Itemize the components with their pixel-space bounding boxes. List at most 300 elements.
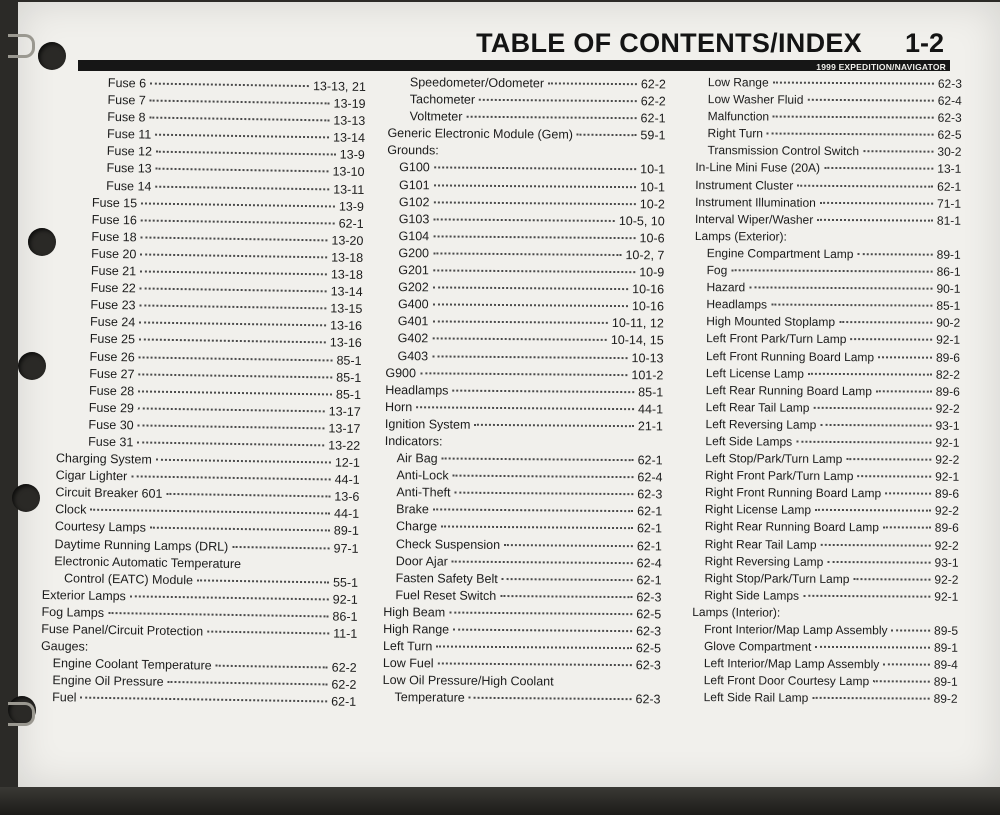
dot-leader: [156, 168, 329, 173]
entry-page-ref: 89-4: [933, 657, 958, 673]
entry-page-ref: 44-1: [333, 506, 360, 522]
entry-label: Check Suspension: [395, 536, 501, 552]
index-entry: [693, 416, 959, 435]
dot-leader: [433, 218, 615, 222]
entry-page-ref: 13-11: [333, 182, 365, 197]
dot-leader: [821, 543, 931, 546]
entry-page-ref: 90-1: [936, 281, 961, 296]
entry-page-ref: 10-16: [632, 282, 665, 297]
entry-page-ref: 10-1: [639, 179, 666, 194]
entry-page-ref: 10-9: [639, 265, 665, 280]
entry-label: Cigar Lighter: [55, 468, 128, 484]
index-entry: [692, 604, 958, 623]
entry-label: Left Front Running Board Lamp: [705, 348, 875, 364]
entry-page-ref: 30-2: [937, 145, 962, 160]
entry-page-ref: 10-2, 7: [625, 248, 665, 263]
entry-page-ref: 62-4: [637, 470, 663, 485]
dot-leader: [773, 116, 934, 119]
entry-page-ref: 86-1: [332, 609, 358, 624]
entry-page-ref: 10-11, 12: [611, 316, 664, 331]
entry-label: Courtesy Lamps: [54, 519, 147, 535]
entry-page-ref: 62-5: [636, 607, 662, 622]
entry-label: Fuse 28: [88, 383, 135, 399]
index-entry: [694, 382, 960, 401]
dot-leader: [449, 611, 632, 615]
entry-page-ref: 59-1: [640, 128, 666, 143]
entry-label: Air Bag: [396, 451, 438, 466]
index-entry: [695, 211, 961, 230]
index-entry: [696, 108, 962, 127]
entry-label: Fuse 15: [91, 195, 138, 211]
dot-leader: [771, 304, 932, 307]
dot-leader: [548, 82, 637, 85]
entry-label: G104: [398, 228, 430, 244]
dot-leader: [432, 338, 607, 342]
dot-leader: [883, 527, 931, 529]
entry-label: Hazard: [706, 280, 746, 295]
dot-leader: [434, 167, 636, 171]
entry-label: Fuse 18: [91, 229, 137, 245]
entry-label: Tachometer: [409, 92, 476, 107]
entry-page-ref: 85-1: [336, 370, 362, 385]
entry-label: Left Front Door Courtesy Lamp: [703, 673, 870, 689]
entry-label: Headlamps: [385, 382, 449, 398]
entry-label: Fuse 26: [89, 349, 135, 364]
dot-leader: [857, 253, 932, 256]
entry-page-ref: 62-3: [637, 487, 663, 502]
entry-label: Right Front Park/Turn Lamp: [705, 468, 854, 484]
dot-leader: [815, 509, 931, 512]
entry-label: Anti-Theft: [396, 485, 451, 500]
entry-label: High Beam: [383, 604, 446, 620]
index-column-1: [40, 74, 366, 711]
index-entry: [694, 330, 960, 349]
entry-page-ref: 13-9: [339, 147, 365, 163]
dot-leader: [168, 681, 328, 686]
index-entry: [695, 142, 961, 161]
entry-label: Engine Compartment Lamp: [706, 246, 854, 262]
index-entry: [695, 228, 961, 247]
index-entry: [694, 313, 960, 332]
entry-page-ref: 89-1: [933, 640, 959, 655]
entry-page-ref: 97-1: [333, 541, 359, 556]
index-entry: [693, 518, 959, 537]
binder-hole: [18, 352, 46, 380]
entry-page-ref: 92-2: [934, 572, 959, 587]
entry-label: High Mounted Stoplamp: [706, 314, 836, 330]
entry-page-ref: 62-1: [937, 179, 962, 194]
dot-leader: [197, 579, 329, 583]
dot-leader: [433, 235, 635, 239]
entry-page-ref: 92-1: [934, 589, 959, 604]
entry-label: Fuel: [52, 690, 77, 705]
entry-page-ref: 92-1: [936, 333, 961, 348]
entry-label: Glove Compartment: [703, 639, 812, 654]
entry-label: Fuse Panel/Circuit Protection: [41, 621, 204, 639]
index-entry: [692, 587, 958, 606]
entry-page-ref: 62-1: [331, 694, 357, 710]
dot-leader: [731, 269, 932, 272]
dot-leader: [803, 595, 930, 598]
entry-page-ref: 13-6: [334, 489, 360, 505]
entry-page-ref: 89-1: [936, 247, 961, 262]
entry-label: High Range: [383, 621, 450, 637]
dot-leader: [140, 270, 327, 275]
dot-leader: [139, 356, 333, 361]
entry-label: Left Side Rail Lamp: [703, 690, 809, 706]
dot-leader: [839, 321, 932, 324]
dot-leader: [137, 441, 324, 446]
dot-leader: [469, 697, 632, 700]
binder-ring: [8, 34, 35, 58]
dot-leader: [873, 681, 930, 683]
entry-label: Engine Oil Pressure: [52, 673, 164, 690]
dot-leader: [827, 561, 930, 564]
dot-leader: [156, 459, 331, 464]
vehicle-subtitle: 1999 EXPEDITION/NAVIGATOR: [816, 62, 946, 72]
entry-page-ref: 13-17: [328, 404, 361, 419]
entry-label: G101: [398, 177, 430, 192]
entry-page-ref: 13-18: [331, 250, 364, 265]
entry-page-ref: 13-16: [329, 335, 362, 351]
index-entry: [382, 689, 660, 709]
entry-page-ref: 62-2: [640, 94, 666, 109]
entry-label: Anti-Lock: [396, 468, 449, 483]
entry-label: G201: [398, 263, 429, 278]
entry-label: Left Side Lamps: [705, 434, 793, 449]
entry-page-ref: 62-1: [636, 521, 663, 536]
entry-page-ref: 86-1: [936, 264, 961, 279]
dot-leader: [474, 424, 634, 427]
entry-label: Left License Lamp: [705, 365, 805, 381]
dot-leader: [767, 133, 934, 136]
entry-page-ref: 89-6: [934, 521, 959, 536]
dot-leader: [420, 372, 627, 376]
entry-label: Fuse 29: [88, 400, 135, 416]
entry-label: Electronic Automatic Temperature: [54, 553, 242, 571]
entry-label: Low Range: [707, 75, 769, 90]
entry-page-ref: 82-2: [935, 367, 960, 382]
entry-page-ref: 62-1: [636, 572, 662, 588]
entry-page-ref: 89-1: [333, 523, 359, 539]
index-entry: [693, 467, 959, 486]
index-entry: [696, 91, 962, 110]
index-entry: [692, 570, 958, 589]
entry-page-ref: 101-2: [631, 367, 664, 383]
dot-leader: [820, 202, 933, 205]
dot-leader: [138, 407, 325, 412]
dot-leader: [438, 663, 632, 667]
entry-page-ref: 62-3: [635, 658, 661, 673]
entry-page-ref: 85-1: [936, 298, 961, 314]
entry-label: Circuit Breaker 601: [55, 485, 163, 502]
entry-label: Interval Wiper/Washer: [694, 211, 814, 227]
index-entry: [695, 177, 961, 196]
index-entry: [692, 621, 958, 640]
dot-leader: [433, 252, 621, 256]
entry-label: Charging System: [55, 451, 152, 467]
entry-label: Front Interior/Map Lamp Assembly: [704, 622, 888, 638]
entry-label: Fuse 20: [91, 246, 137, 262]
entry-label: Clock: [55, 502, 87, 517]
dot-leader: [155, 185, 329, 190]
dot-leader: [155, 134, 329, 139]
entry-label: Fuse 6: [107, 75, 147, 91]
entry-label: Left Rear Tail Lamp: [705, 399, 810, 415]
dot-leader: [812, 697, 929, 700]
index-entry: [695, 159, 961, 178]
entry-label: Temperature: [394, 690, 465, 706]
entry-label: Charge: [395, 519, 438, 534]
entry-page-ref: 12-1: [334, 455, 361, 470]
entry-label: Fuse 14: [106, 178, 152, 194]
index-entry: [692, 689, 958, 708]
entry-page-ref: 10-5, 10: [618, 213, 665, 229]
entry-page-ref: 92-2: [935, 401, 960, 416]
entry-label: Fuse 31: [88, 434, 134, 450]
dot-leader: [885, 493, 931, 495]
entry-page-ref: 13-13: [333, 113, 366, 129]
entry-label: Fuse 27: [89, 366, 135, 381]
entry-page-ref: 10-14, 15: [610, 333, 664, 348]
entry-page-ref: 62-2: [640, 77, 666, 92]
entry-label: Left Rear Running Board Lamp: [705, 382, 872, 398]
entry-label: Right Turn: [707, 126, 763, 141]
index-entry: [694, 399, 960, 418]
entry-label: Fuse 25: [89, 332, 136, 347]
entry-label: Gauges:: [40, 639, 89, 654]
entry-label: Headlamps: [706, 297, 768, 312]
dot-leader: [150, 527, 330, 532]
dot-leader: [577, 134, 636, 137]
dot-leader: [857, 475, 931, 478]
entry-page-ref: 62-3: [635, 692, 661, 707]
dot-leader: [808, 372, 932, 375]
dot-leader: [433, 201, 635, 205]
index-column-2: [382, 74, 666, 709]
entry-page-ref: 62-3: [937, 76, 962, 91]
entry-page-ref: 21-1: [637, 419, 663, 434]
entry-label: Right Reversing Lamp: [704, 553, 824, 569]
entry-label: In-Line Mini Fuse (20A): [695, 160, 821, 176]
entry-label: Lamps (Exterior):: [694, 228, 787, 244]
index-entry: [693, 501, 959, 520]
entry-page-ref: 62-5: [937, 127, 962, 143]
dot-leader: [138, 390, 332, 395]
dot-leader: [452, 389, 634, 393]
index-entry: [693, 536, 959, 555]
index-entry: [695, 194, 961, 213]
entry-page-ref: 44-1: [334, 472, 360, 488]
dot-leader: [150, 83, 309, 87]
dot-leader: [150, 100, 330, 105]
entry-label: Fuse 30: [88, 417, 134, 433]
entry-page-ref: 11-1: [333, 626, 358, 641]
entry-label: Fuse 7: [107, 93, 146, 108]
entry-page-ref: 89-2: [933, 692, 958, 707]
entry-label: Fuse 21: [90, 263, 137, 279]
dot-leader: [797, 184, 933, 187]
dot-leader: [433, 287, 628, 291]
entry-label: Horn: [385, 399, 413, 415]
index-entry: [696, 74, 962, 93]
dot-leader: [140, 253, 327, 258]
entry-page-ref: 89-1: [933, 674, 958, 690]
dot-leader: [892, 629, 931, 631]
entry-label: Low Oil Pressure/High Coolant: [382, 673, 554, 689]
index-entry: [693, 433, 959, 452]
index-entry: [692, 655, 958, 674]
entry-page-ref: 85-1: [638, 384, 664, 400]
entry-label: G402: [397, 331, 429, 346]
entry-page-ref: 13-18: [330, 267, 363, 282]
entry-label: Low Washer Fluid: [707, 92, 804, 107]
index-entry: [385, 382, 663, 402]
dot-leader: [466, 116, 636, 119]
dot-leader: [432, 355, 627, 359]
entry-label: G900: [385, 365, 417, 380]
entry-page-ref: 13-22: [328, 438, 361, 453]
page-header: [78, 24, 950, 76]
entry-page-ref: 92-1: [332, 592, 358, 607]
binder-ring: [8, 702, 35, 726]
entry-page-ref: 13-19: [333, 96, 366, 112]
entry-label: Right Rear Running Board Lamp: [704, 519, 879, 535]
entry-page-ref: 89-6: [934, 486, 960, 502]
dot-leader: [504, 544, 633, 547]
entry-label: Malfunction: [707, 109, 770, 124]
dot-leader: [108, 612, 328, 617]
entry-label: Indicators:: [384, 433, 443, 449]
entry-label: Fuse 22: [90, 280, 136, 296]
entry-page-ref: 62-2: [331, 660, 357, 676]
entry-label: Right License Lamp: [704, 502, 812, 518]
binder-hole: [12, 484, 40, 512]
entry-label: Lamps (Interior):: [692, 604, 781, 620]
entry-page-ref: 13-14: [330, 284, 363, 300]
dot-leader: [814, 407, 932, 410]
entry-label: Instrument Cluster: [695, 177, 794, 193]
entry-label: Left Interior/Map Lamp Assembly: [703, 656, 880, 672]
dot-leader: [796, 441, 931, 444]
entry-page-ref: 62-3: [636, 590, 662, 605]
dot-leader: [131, 475, 330, 480]
entry-label: Ignition System: [384, 416, 471, 432]
entry-page-ref: 13-10: [332, 164, 365, 180]
entry-page-ref: 89-6: [935, 384, 960, 399]
entry-page-ref: 62-1: [637, 504, 663, 519]
entry-label: Speedometer/Odometer: [409, 75, 545, 91]
entry-page-ref: 62-5: [635, 641, 662, 656]
entry-page-ref: 62-1: [637, 453, 663, 468]
entry-page-ref: 71-1: [937, 196, 962, 211]
entry-page-ref: 10-16: [631, 299, 665, 314]
entry-page-ref: 89-6: [935, 350, 961, 365]
entry-page-ref: 89-5: [934, 623, 959, 638]
dot-leader: [807, 99, 933, 102]
dot-leader: [863, 151, 933, 153]
entry-page-ref: 44-1: [637, 401, 664, 417]
dot-leader: [138, 424, 325, 429]
entry-page-ref: 10-2: [639, 196, 665, 212]
entry-label: Right Side Lamps: [704, 587, 800, 603]
dot-leader: [853, 578, 930, 581]
dot-leader: [878, 356, 932, 358]
index-entry: [695, 245, 961, 264]
index-entry: [693, 450, 959, 469]
dot-leader: [876, 390, 932, 392]
entry-label: Exterior Lamps: [41, 587, 126, 604]
entry-label: Voltmeter: [409, 109, 463, 124]
index-entry: [694, 365, 960, 384]
entry-page-ref: 13-1: [937, 162, 962, 177]
entry-page-ref: 10-13: [631, 350, 664, 365]
index-entry: [695, 262, 961, 281]
entry-label: G401: [397, 314, 429, 329]
dot-leader: [749, 287, 932, 290]
dot-leader: [166, 493, 330, 498]
entry-label: Door Ajar: [395, 553, 448, 569]
entry-label: Fuse 16: [91, 212, 137, 228]
entry-label: G103: [398, 211, 430, 227]
dot-leader: [140, 305, 327, 310]
entry-label: G100: [399, 160, 430, 175]
entry-page-ref: 92-2: [935, 452, 960, 467]
dot-leader: [820, 424, 931, 427]
dot-leader: [207, 631, 329, 635]
dot-leader: [216, 665, 328, 669]
dot-leader: [452, 560, 633, 564]
dot-leader: [479, 99, 637, 102]
entry-page-ref: 13-15: [330, 301, 363, 317]
entry-label: G102: [398, 194, 430, 210]
dot-leader: [232, 545, 329, 549]
entry-label: Fuse 11: [106, 127, 152, 142]
index-entry: [385, 347, 663, 367]
entry-page-ref: 62-1: [640, 111, 666, 126]
dot-leader: [416, 406, 634, 410]
entry-page-ref: 10-1: [640, 162, 666, 177]
entry-label: Right Stop/Park/Turn Lamp: [704, 570, 850, 586]
index-entry: [694, 347, 960, 366]
entry-label: Low Fuel: [382, 656, 434, 671]
entry-page-ref: 62-4: [937, 93, 962, 108]
entry-label: Left Stop/Park/Turn Lamp: [705, 451, 843, 467]
entry-page-ref: 93-1: [935, 418, 960, 433]
entry-label: G403: [397, 348, 429, 363]
dot-leader: [815, 646, 930, 649]
entry-label: Control (EATC) Module: [63, 571, 194, 588]
dot-leader: [141, 219, 335, 224]
desk-surface: [0, 787, 1000, 815]
entry-label: Fuse 8: [107, 110, 146, 125]
entry-label: Fuse 13: [106, 161, 152, 177]
index-column-3: [692, 74, 962, 708]
entry-page-ref: 62-3: [636, 624, 662, 639]
dot-leader: [824, 167, 933, 170]
index-entry: [696, 125, 962, 144]
entry-label: Fuel Reset Switch: [395, 587, 497, 603]
entry-label: Right Rear Tail Lamp: [704, 536, 817, 552]
entry-page-ref: 85-1: [336, 353, 362, 368]
index-entry: [692, 638, 958, 657]
entry-page-ref: 90-2: [936, 315, 961, 331]
index-entry: [693, 553, 959, 572]
dot-leader: [436, 646, 632, 650]
entry-label: Left Turn: [382, 639, 433, 654]
entry-label: G400: [397, 297, 429, 312]
dot-leader: [453, 629, 632, 633]
